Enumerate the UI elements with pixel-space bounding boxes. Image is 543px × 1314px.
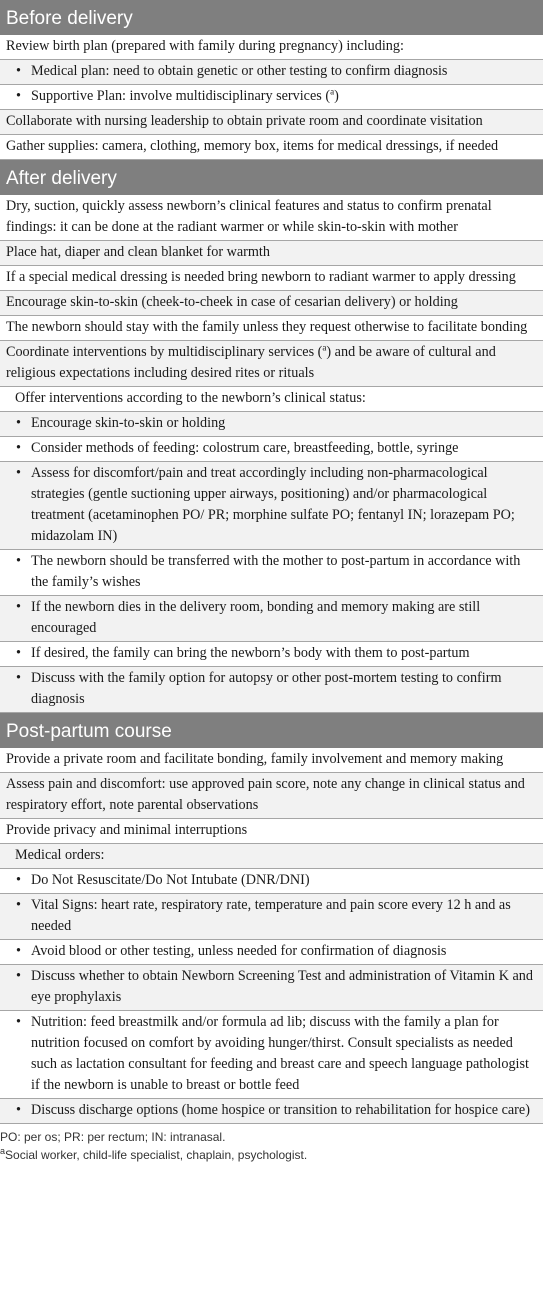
bullet-icon: •	[16, 599, 21, 615]
bullet-icon: •	[16, 968, 21, 984]
row-text-part: Encourage skin-to-skin (cheek-to-cheek in case of cesarian delivery) or holding	[6, 294, 458, 310]
row-text-part: If the newborn dies in the delivery room, bonding and memory making are still encouraged	[31, 599, 481, 636]
bullet-icon: •	[16, 440, 21, 456]
section-header: Post-partum course	[0, 713, 543, 748]
bullet-row	[0, 940, 543, 965]
table-row	[0, 241, 543, 266]
row-text-part: Discuss discharge options (home hospice or transition to rehabilitation for hospice care)	[31, 1102, 530, 1118]
table-row	[0, 748, 543, 773]
row-text	[31, 61, 537, 82]
bullet-row	[0, 550, 543, 596]
row-text-part: ) and be aware of cultural and religious expectations including desired rites or rituals	[6, 344, 496, 381]
table-row	[0, 341, 543, 387]
row-text	[31, 668, 537, 710]
bullet-icon: •	[16, 1014, 21, 1030]
row-text-part: Consider methods of feeding: colostrum care, breastfeeding, bottle, syringe	[31, 440, 459, 456]
bullet-icon: •	[16, 465, 21, 481]
bullet-icon: •	[16, 63, 21, 79]
row-text-part: Dry, suction, quickly assess newborn’s clinical features and status to confirm prenatal findings: it can be done at the radiant warmer or while skin-to-skin with mother	[6, 198, 492, 235]
row-text	[31, 1100, 537, 1121]
row-text	[31, 463, 537, 547]
table-row	[0, 195, 543, 241]
table-row	[0, 844, 543, 869]
bullet-row	[0, 1011, 543, 1099]
row-text-part: The newborn should stay with the family unless they request otherwise to facilitate bonding	[6, 319, 528, 335]
row-text-part: Avoid blood or other testing, unless needed for confirmation of diagnosis	[31, 943, 447, 959]
bullet-row	[0, 1099, 543, 1124]
table-row	[0, 266, 543, 291]
bullet-row	[0, 60, 543, 85]
bullet-icon: •	[16, 88, 21, 104]
row-text-part: Gather supplies: camera, clothing, memory box, items for medical dressings, if needed	[6, 138, 499, 154]
row-text-part: Nutrition: feed breastmilk and/or formula ad lib; discuss with the family a plan for nutrition focused on comfort by avoiding hunger/thirst. Consult specialists as needed such as lactation consultant for feeding and breast care and speech language pathologist if the newborn is unable to breast or bottle feed	[31, 1014, 529, 1093]
bullet-row	[0, 894, 543, 940]
row-text-part: Provide a private room and facilitate bonding, family involvement and memory making	[6, 751, 504, 767]
bullet-row	[0, 642, 543, 667]
row-text-part: Offer interventions according to the newborn’s clinical status:	[15, 390, 366, 406]
bullet-icon: •	[16, 872, 21, 888]
table-row	[0, 135, 543, 160]
bullet-row	[0, 965, 543, 1011]
row-text-part: If a special medical dressing is needed bring newborn to radiant warmer to apply dressing	[6, 269, 516, 285]
footnote-a	[0, 1146, 543, 1164]
bullet-icon: •	[16, 1102, 21, 1118]
bullet-row	[0, 667, 543, 713]
row-text-part: If desired, the family can bring the newborn’s body with them to post-partum	[31, 645, 470, 661]
row-text	[31, 551, 537, 593]
row-text	[31, 895, 537, 937]
bullet-icon: •	[16, 670, 21, 686]
row-text	[31, 597, 537, 639]
bullet-icon: •	[16, 897, 21, 913]
table-row	[0, 35, 543, 60]
bullet-icon: •	[16, 645, 21, 661]
footnote-a-marker: a	[0, 1146, 6, 1156]
row-text-part: Discuss whether to obtain Newborn Screening Test and administration of Vitamin K and eye prophylaxis	[31, 968, 533, 1005]
table-row	[0, 819, 543, 844]
row-text-part: Assess pain and discomfort: use approved pain score, note any change in clinical status and respiratory effort, note parental observations	[6, 776, 525, 813]
row-text-part: The newborn should be transferred with the mother to post-partum in accordance with the family’s wishes	[31, 553, 521, 590]
row-text-part: Supportive Plan: involve multidisciplinary services (	[31, 88, 331, 104]
row-text-part: Medical orders:	[15, 847, 105, 863]
row-text	[31, 438, 537, 459]
bullet-icon: •	[16, 943, 21, 959]
table-row	[0, 387, 543, 412]
row-text-part: Vital Signs: heart rate, respiratory rate, temperature and pain score every 12 h and as needed	[31, 897, 511, 934]
row-text	[31, 643, 537, 664]
row-text-part: Do Not Resuscitate/Do Not Intubate (DNR/DNI)	[31, 872, 310, 888]
row-text-part: Assess for discomfort/pain and treat accordingly including non-pharmacological strategies (gentle suctioning upper airways, positioning) and/or pharmacological treatment (acetaminophen PO/ PR; morphine sulfate PO; fentanyl IN; lorazepam PO; midazolam IN)	[31, 465, 515, 544]
footnote-a-text: Social worker, child-life specialist, chaplain, psychologist.	[5, 1148, 308, 1162]
row-text-part: )	[334, 88, 339, 104]
row-text-part: Place hat, diaper and clean blanket for warmth	[6, 244, 270, 260]
table-row	[0, 316, 543, 341]
row-text	[31, 870, 537, 891]
table-row	[0, 291, 543, 316]
table-row	[0, 110, 543, 135]
row-text-part: Collaborate with nursing leadership to obtain private room and coordinate visitation	[6, 113, 483, 129]
row-text-part: Discuss with the family option for autopsy or other post-mortem testing to confirm diagnosis	[31, 670, 502, 707]
bullet-row	[0, 412, 543, 437]
bullet-row	[0, 596, 543, 642]
row-text-part: Coordinate interventions by multidisciplinary services (	[6, 344, 323, 360]
row-text-part: Medical plan: need to obtain genetic or other testing to confirm diagnosis	[31, 63, 448, 79]
row-text	[31, 413, 537, 434]
footnote-abbreviations: PO: per os; PR: per rectum; IN: intranasal.	[0, 1130, 226, 1144]
row-text	[31, 1012, 537, 1096]
bullet-row	[0, 437, 543, 462]
row-text-part: Provide privacy and minimal interruptions	[6, 822, 248, 838]
footnote-ref: a	[330, 86, 335, 97]
table-footnotes	[0, 1124, 543, 1164]
bullet-row	[0, 869, 543, 894]
section-header: Before delivery	[0, 0, 543, 35]
footnote-ref: a	[322, 342, 327, 353]
bullet-row	[0, 85, 543, 110]
row-text	[31, 86, 537, 107]
bullet-row	[0, 462, 543, 550]
bullet-icon: •	[16, 415, 21, 431]
row-text-part: Review birth plan (prepared with family during pregnancy) including:	[6, 38, 404, 54]
table-row	[0, 773, 543, 819]
row-text-part: Encourage skin-to-skin or holding	[31, 415, 226, 431]
section-header: After delivery	[0, 160, 543, 195]
bullet-icon: •	[16, 553, 21, 569]
row-text	[31, 966, 537, 1008]
row-text	[31, 941, 537, 962]
